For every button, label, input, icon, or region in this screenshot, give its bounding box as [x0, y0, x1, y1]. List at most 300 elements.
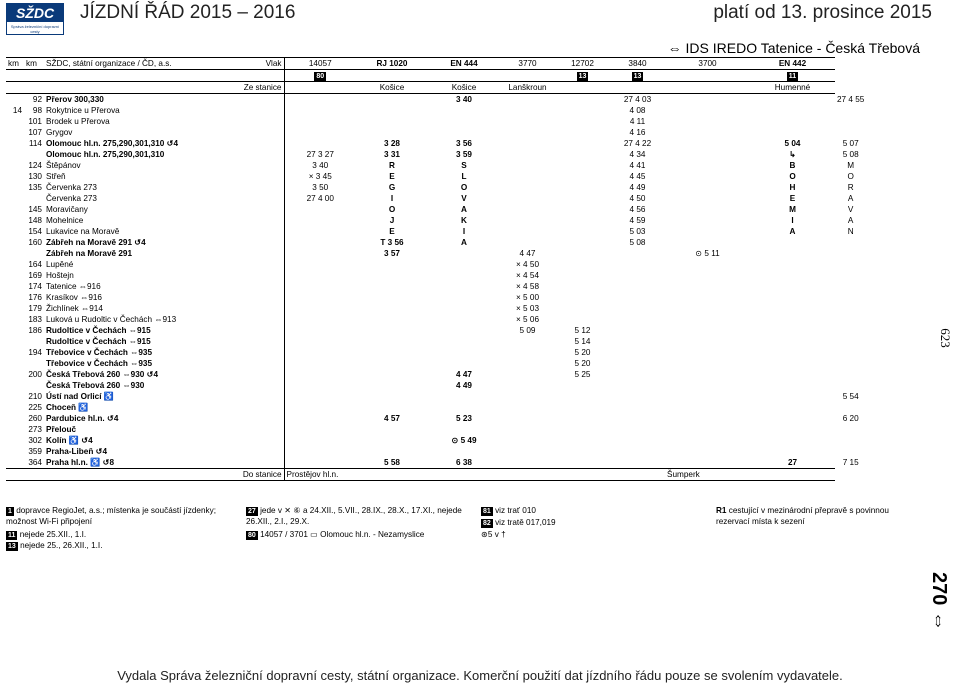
time-cell: 27 4 03 — [623, 95, 652, 104]
time-cell — [610, 303, 665, 314]
station-name: Rokytnice u Přerova — [46, 106, 120, 115]
time-cell: 4 56 — [629, 205, 646, 214]
km-header: km — [6, 58, 24, 70]
time-cell — [356, 380, 428, 391]
time-cell — [428, 116, 500, 127]
time-cell — [356, 391, 428, 402]
legend-item: 82 viz tratě 017,019 — [483, 518, 556, 527]
time-cell — [356, 325, 428, 336]
time-cell — [356, 105, 428, 116]
km-cell — [6, 160, 24, 171]
time-cell — [835, 270, 866, 281]
time-cell — [610, 281, 665, 292]
time-cell — [665, 380, 750, 391]
time-cell — [750, 391, 835, 402]
time-cell: 5 14 — [574, 337, 591, 346]
time-cell — [665, 413, 750, 424]
km-cell — [6, 270, 24, 281]
time-cell: 4 16 — [629, 128, 646, 137]
from-station: Košice — [428, 82, 500, 94]
time-cell — [284, 380, 356, 391]
time-cell — [428, 248, 500, 259]
table-row — [6, 237, 866, 248]
time-cell: I — [390, 194, 394, 203]
table-row — [6, 94, 866, 106]
table-row — [6, 413, 866, 424]
time-cell — [665, 105, 750, 116]
km-cell: 186 — [28, 326, 42, 335]
time-cell — [665, 446, 750, 457]
time-cell — [555, 138, 610, 149]
time-cell — [610, 248, 665, 259]
time-cell — [610, 314, 665, 325]
time-cell — [555, 237, 610, 248]
time-cell — [665, 325, 750, 336]
km-cell — [6, 149, 24, 160]
km-cell: 210 — [28, 392, 42, 401]
km-cell — [24, 248, 44, 259]
to-station: Prostějov hl.n. — [284, 469, 356, 481]
time-cell — [665, 182, 750, 193]
station-name: Třebovice v Čechách ⇔935 — [46, 359, 153, 368]
time-cell — [555, 215, 610, 226]
km-cell — [6, 138, 24, 149]
time-cell: A — [789, 227, 796, 236]
table-row — [6, 303, 866, 314]
km-cell: 260 — [28, 414, 42, 423]
from-station — [284, 82, 356, 94]
station-name: Olomouc hl.n. 275,290,301,310 — [46, 150, 165, 159]
km-cell: 164 — [28, 260, 42, 269]
km-cell: 114 — [28, 139, 42, 148]
time-cell — [356, 435, 428, 446]
km-cell — [6, 336, 24, 347]
time-cell — [284, 358, 356, 369]
time-cell — [356, 369, 428, 380]
time-cell — [555, 160, 610, 171]
time-cell — [428, 127, 500, 138]
time-cell — [555, 149, 610, 160]
train-number-row — [6, 58, 866, 70]
time-cell — [284, 204, 356, 215]
time-cell — [835, 424, 866, 435]
time-cell: × 5 06 — [516, 315, 539, 324]
time-cell: × 4 58 — [516, 282, 539, 291]
station-name: Štěpánov — [46, 161, 81, 170]
km-cell — [6, 314, 24, 325]
time-cell: O — [460, 183, 468, 192]
time-cell — [750, 237, 835, 248]
station-name: Praha-Libeň ↺4 — [46, 447, 108, 456]
time-cell: R — [389, 161, 395, 170]
time-cell — [665, 435, 750, 446]
time-cell — [665, 259, 750, 270]
km-cell: 130 — [28, 172, 42, 181]
legend-item: 1 dopravce RegioJet, a.s.; místenka je součástí jízdenky; možnost Wi-Fi připojení — [6, 506, 216, 526]
km-cell: 107 — [28, 128, 42, 137]
legend-item: 27 jede v ✕ ⑥ a 24.XII., 5.VII., 28.IX., 28.X., 17.XI., nejede 26.XII., 2.I., 29.X. — [246, 506, 462, 526]
station-name: Zábřeh na Moravě 291 ↺4 — [46, 238, 146, 247]
time-cell — [610, 435, 665, 446]
train-number[interactable]: 3840 — [610, 58, 665, 70]
time-cell: 27 4 22 — [623, 139, 652, 148]
km-cell: 176 — [28, 293, 42, 302]
km-cell — [6, 391, 24, 402]
time-cell: E — [789, 194, 796, 203]
station-name: Moravičany — [46, 205, 88, 214]
train-number[interactable]: EN 442 — [750, 58, 835, 70]
time-cell: 5 03 — [629, 227, 646, 236]
time-cell — [610, 369, 665, 380]
time-cell — [356, 314, 428, 325]
time-cell: 3 31 — [384, 150, 400, 159]
time-cell — [750, 336, 835, 347]
km-cell: 135 — [28, 183, 42, 192]
table-row — [6, 215, 866, 226]
time-cell — [610, 270, 665, 281]
time-cell: V — [847, 205, 854, 214]
table-row — [6, 325, 866, 336]
km-cell: 145 — [28, 205, 42, 214]
time-cell — [665, 281, 750, 292]
km-cell — [24, 380, 44, 391]
time-cell — [665, 149, 750, 160]
table-row — [6, 380, 866, 391]
time-cell — [284, 270, 356, 281]
time-cell — [750, 303, 835, 314]
time-cell — [428, 347, 500, 358]
time-cell: 3 56 — [456, 139, 472, 148]
time-cell: 27 3 27 — [284, 149, 356, 160]
km-cell — [6, 204, 24, 215]
km-cell: 124 — [28, 161, 42, 170]
station-name: Rudoltice v Čechách ⇔915 — [46, 337, 151, 346]
time-cell: E — [389, 227, 395, 236]
time-cell: 5 07 — [842, 139, 859, 148]
station-name: Olomouc hl.n. 275,290,301,310 ↺4 — [46, 139, 179, 148]
time-cell — [500, 446, 555, 457]
table-row — [6, 182, 866, 193]
time-cell — [356, 270, 428, 281]
time-cell — [428, 270, 500, 281]
table-row — [6, 259, 866, 270]
time-cell — [356, 116, 428, 127]
station-name: Zábřeh na Moravě 291 — [46, 249, 133, 258]
time-cell — [835, 116, 866, 127]
km-cell — [6, 292, 24, 303]
table-row — [6, 402, 866, 413]
from-station: Humenné — [750, 82, 835, 94]
time-cell — [500, 424, 555, 435]
time-cell — [750, 446, 835, 457]
time-cell — [555, 259, 610, 270]
time-cell — [665, 336, 750, 347]
station-name: Červenka 273 — [46, 194, 97, 203]
station-name: Krasíkov ⇔916 — [46, 293, 102, 302]
time-cell: 3 59 — [456, 150, 472, 159]
time-cell: ⊙ 5 11 — [695, 249, 720, 258]
side-page-number: 623 — [937, 328, 953, 348]
station-name: Ústí nad Orlicí ♿ — [46, 392, 114, 401]
km-cell: 364 — [28, 458, 42, 467]
km-cell — [24, 193, 44, 204]
time-cell — [665, 204, 750, 215]
km-cell — [6, 171, 24, 182]
note-badge: 80 — [316, 73, 325, 80]
table-row — [6, 149, 866, 160]
time-cell: 7 15 — [842, 458, 859, 468]
time-cell — [500, 204, 555, 215]
km-cell: 273 — [28, 425, 42, 434]
time-cell — [500, 369, 555, 380]
table-row — [6, 424, 866, 435]
time-cell: 6 38 — [456, 458, 472, 467]
time-cell: A — [461, 238, 467, 247]
time-cell — [284, 314, 356, 325]
time-cell: I — [791, 216, 794, 225]
logo-subtext: Správa železniční dopravní cesty — [10, 24, 60, 34]
time-cell: 6 20 — [842, 414, 859, 423]
route-title: ⇔ IDS IREDO Tatenice - Česká Třebová — [667, 40, 920, 56]
table-row — [6, 138, 866, 149]
time-cell — [835, 446, 866, 457]
time-cell: O — [847, 172, 854, 181]
time-cell — [665, 347, 750, 358]
km-cell — [6, 94, 24, 106]
km-cell — [6, 237, 24, 248]
to-station: Šumperk — [665, 469, 750, 481]
time-cell — [610, 457, 665, 469]
time-cell — [284, 248, 356, 259]
train-number[interactable]: 14057 — [284, 58, 356, 70]
time-cell — [284, 303, 356, 314]
time-cell — [356, 94, 428, 106]
time-cell — [500, 413, 555, 424]
time-cell — [835, 325, 866, 336]
time-cell: 4 49 — [456, 381, 472, 390]
time-cell: N — [847, 227, 854, 236]
time-cell — [835, 314, 866, 325]
time-cell — [356, 259, 428, 270]
km-cell — [6, 193, 24, 204]
km-cell — [6, 127, 24, 138]
km-cell — [24, 358, 44, 369]
time-cell — [665, 424, 750, 435]
time-cell — [555, 446, 610, 457]
time-cell: 4 34 — [629, 150, 646, 159]
train-number[interactable]: 3770 — [500, 58, 555, 70]
time-cell — [610, 259, 665, 270]
time-cell: 5 12 — [574, 326, 591, 335]
station-name: Praha hl.n. ♿ ↺8 — [46, 458, 115, 467]
time-cell — [750, 127, 835, 138]
time-cell — [665, 457, 750, 469]
km-cell: 101 — [28, 117, 42, 126]
time-cell — [428, 105, 500, 116]
km-cell: 174 — [28, 282, 42, 291]
km-cell: 148 — [28, 216, 42, 225]
time-cell — [428, 281, 500, 292]
time-cell: V — [461, 194, 467, 203]
time-cell: L — [461, 172, 467, 181]
time-cell — [356, 424, 428, 435]
km-cell: 154 — [28, 227, 42, 236]
time-cell: × 5 00 — [516, 293, 539, 302]
timetable — [6, 57, 866, 481]
time-cell: 4 50 — [629, 194, 646, 203]
table-row — [6, 160, 866, 171]
time-cell — [665, 391, 750, 402]
km-cell: 225 — [28, 403, 42, 412]
time-cell — [835, 369, 866, 380]
time-cell: × 3 45 — [284, 171, 356, 182]
time-cell — [665, 138, 750, 149]
time-cell — [284, 127, 356, 138]
time-cell — [665, 193, 750, 204]
time-cell — [284, 369, 356, 380]
time-cell — [500, 336, 555, 347]
time-cell — [284, 413, 356, 424]
train-number[interactable]: EN 444 — [428, 58, 500, 70]
km-header-2: km — [24, 58, 44, 70]
time-cell — [750, 94, 835, 106]
train-number[interactable]: RJ 1020 — [356, 58, 428, 70]
km-cell — [6, 281, 24, 292]
time-cell — [750, 105, 835, 116]
time-cell — [750, 424, 835, 435]
legend-item: 13 nejede 25., 26.XII., 1.I. — [8, 541, 103, 550]
time-cell — [610, 292, 665, 303]
note-badge: 13 — [633, 73, 642, 80]
time-cell — [835, 105, 866, 116]
time-cell — [665, 303, 750, 314]
time-cell — [356, 281, 428, 292]
time-cell — [555, 127, 610, 138]
time-cell — [428, 402, 500, 413]
time-cell: 5 20 — [574, 348, 591, 357]
time-cell — [284, 446, 356, 457]
station-name: Mohelnice — [46, 216, 84, 225]
time-cell — [500, 380, 555, 391]
time-cell — [750, 292, 835, 303]
time-cell — [284, 105, 356, 116]
time-cell — [835, 237, 866, 248]
table-row — [6, 369, 866, 380]
time-cell: ⊙ 5 49 — [451, 436, 477, 445]
time-cell — [284, 281, 356, 292]
time-cell: 5 25 — [574, 370, 591, 379]
time-cell — [356, 292, 428, 303]
time-cell — [665, 270, 750, 281]
time-cell — [610, 413, 665, 424]
time-cell — [610, 424, 665, 435]
station-name: Přelouč — [46, 425, 77, 434]
km-cell — [6, 303, 24, 314]
time-cell — [665, 402, 750, 413]
time-cell: J — [389, 216, 395, 225]
table-number: 270 ⇔ — [928, 572, 951, 631]
time-cell: 3 50 — [284, 182, 356, 193]
station-name: Žichlínek ⇔914 — [46, 304, 103, 313]
legend-item: 80 14057 / 3701 ▭ Olomouc hl.n. - Nezamyslice — [248, 530, 425, 539]
km-cell — [6, 457, 24, 469]
km-cell — [6, 446, 24, 457]
note-badge: 13 — [578, 73, 587, 80]
table-row — [6, 270, 866, 281]
time-cell: × 4 54 — [516, 271, 539, 280]
time-cell — [500, 193, 555, 204]
time-cell — [555, 303, 610, 314]
time-cell: E — [389, 172, 395, 181]
time-cell — [555, 226, 610, 237]
time-cell: M — [789, 205, 796, 214]
km-cell: 98 — [32, 106, 42, 115]
time-cell — [665, 369, 750, 380]
table-row — [6, 347, 866, 358]
station-name: Grygov — [46, 128, 73, 137]
km-cell — [6, 358, 24, 369]
time-cell — [356, 127, 428, 138]
table-row — [6, 281, 866, 292]
station-name: Lupěné — [46, 260, 74, 269]
table-row — [6, 457, 866, 469]
time-cell — [750, 369, 835, 380]
train-number[interactable]: 12702 — [555, 58, 610, 70]
time-cell — [665, 292, 750, 303]
train-number[interactable]: 3700 — [665, 58, 750, 70]
time-cell — [284, 457, 356, 469]
time-cell: A — [847, 194, 854, 203]
time-cell — [555, 413, 610, 424]
time-cell — [610, 358, 665, 369]
time-cell: 4 47 — [456, 370, 472, 379]
time-cell — [284, 325, 356, 336]
time-cell — [500, 127, 555, 138]
time-cell: 4 08 — [629, 106, 646, 115]
time-cell: 5 04 — [784, 139, 801, 148]
time-cell: 4 45 — [629, 172, 646, 181]
validity-date: platí od 13. prosince 2015 — [713, 2, 932, 23]
time-cell — [835, 281, 866, 292]
time-cell — [610, 336, 665, 347]
time-cell: 4 57 — [384, 414, 400, 423]
note-badge: 11 — [788, 73, 797, 80]
km-cell: 160 — [28, 238, 42, 247]
time-cell — [750, 380, 835, 391]
logo-text: SŽDC — [7, 4, 63, 22]
time-cell — [750, 435, 835, 446]
time-cell: H — [789, 183, 796, 192]
time-cell — [356, 336, 428, 347]
time-cell: 4 47 — [519, 249, 536, 258]
table-row — [6, 435, 866, 446]
time-cell — [835, 347, 866, 358]
station-name: Střeň — [46, 172, 66, 181]
time-cell: 3 40 — [284, 160, 356, 171]
from-station-row — [6, 82, 866, 94]
time-cell — [750, 347, 835, 358]
time-cell — [500, 160, 555, 171]
km-cell: 302 — [28, 436, 42, 445]
time-cell — [665, 226, 750, 237]
time-cell — [555, 281, 610, 292]
time-cell — [610, 446, 665, 457]
time-cell — [284, 237, 356, 248]
badge-row — [6, 70, 866, 82]
time-cell — [500, 182, 555, 193]
time-cell — [500, 215, 555, 226]
table-row — [6, 193, 866, 204]
